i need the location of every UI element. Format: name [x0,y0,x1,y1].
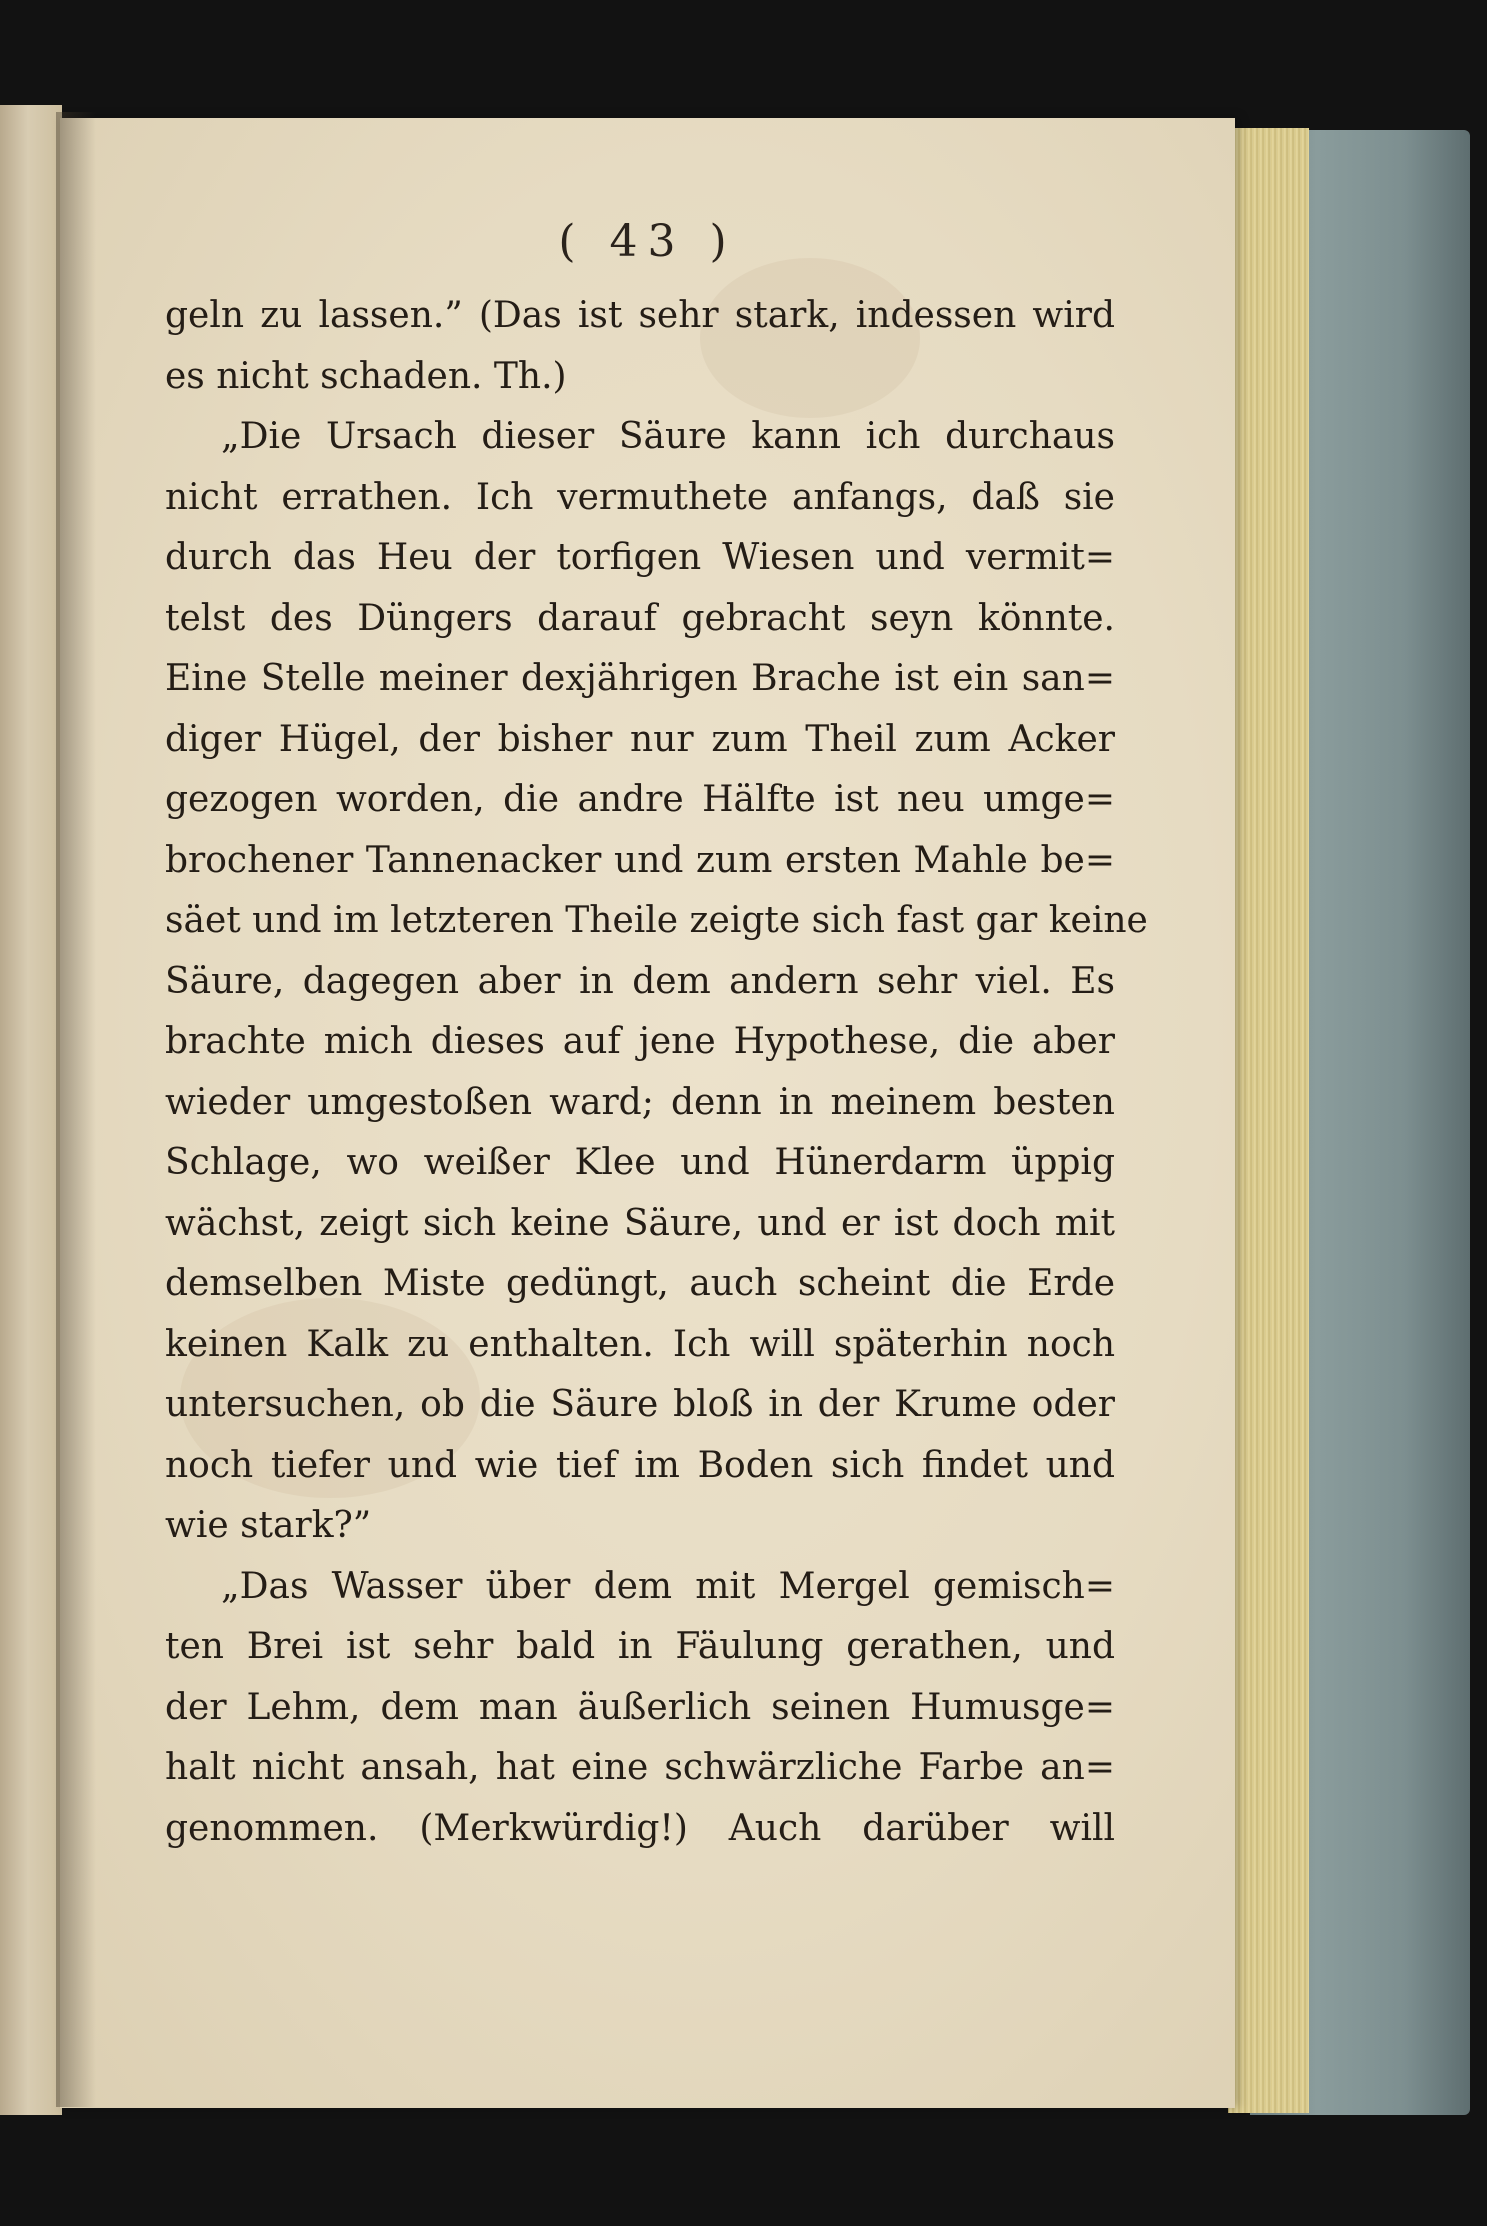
text-line: es nicht schaden. Th.) [165,355,567,397]
text-line: brachte mich dieses auf jene Hypothese, die aber [165,1021,1115,1062]
text-line: noch tiefer und wie tief im Boden sich findet und [165,1444,1115,1486]
text-line: säet und im letzteren Theile zeigte sich fast gar keine [165,900,1148,941]
text-line: telst des Düngers darauf gebracht seyn könnte. [165,597,1115,639]
text-line: „Das Wasser über dem mit Mergel gemisch= [221,1565,1115,1607]
body-text [165,286,1148,1859]
text-line: genommen. (Merkwürdig!) Auch darüber will [165,1807,1115,1849]
text-line: diger Hügel, der bisher nur zum Theil zum Acker [165,718,1115,760]
text-line: Schlage, wo weißer Klee und Hünerdarm üppig [165,1142,1115,1183]
text-line: wächst, zeigt sich keine Säure, und er ist doch mit [165,1202,1115,1244]
text-line: wieder umgestoßen ward; denn in meinem besten [165,1081,1115,1123]
text-line: untersuchen, ob die Säure bloß in der Krume oder [165,1384,1115,1425]
text-line: durch das Heu der torfigen Wiesen und vermit= [165,537,1115,578]
text-line: wie stark?” [165,1505,372,1546]
text-line: gezogen worden, die andre Hälfte ist neu umge= [165,779,1115,820]
text-line: geln zu lassen.” (Das ist sehr stark, indessen wird [165,295,1115,336]
text-line: keinen Kalk zu enthalten. Ich will späterhin noch [165,1323,1115,1365]
gilded-page-edges [1228,128,1309,2113]
gutter-shadow [56,112,96,2107]
text-line: nicht errathen. Ich vermuthete anfangs, daß sie [165,476,1115,518]
book-page [60,118,1235,2108]
text-line: ten Brei ist sehr bald in Fäulung gerathen, und [165,1626,1115,1667]
text-line: halt nicht ansah, hat eine schwärzliche Farbe an= [165,1747,1115,1788]
text-line: Säure, dagegen aber in dem andern sehr viel. Es [165,960,1115,1002]
facing-page-edge [0,105,62,2115]
text-line: brochener Tannenacker und zum ersten Mahle be= [165,839,1115,881]
text-line: Eine Stelle meiner dexjährigen Brache ist ein san= [165,658,1115,699]
text-line: demselben Miste gedüngt, auch scheint die Erde [165,1263,1115,1304]
text-line: der Lehm, dem man äußerlich seinen Humusge= [165,1686,1115,1728]
page-number: ( 43 ) [558,216,737,267]
text-line: „Die Ursach dieser Säure kann ich durchaus [221,416,1115,457]
